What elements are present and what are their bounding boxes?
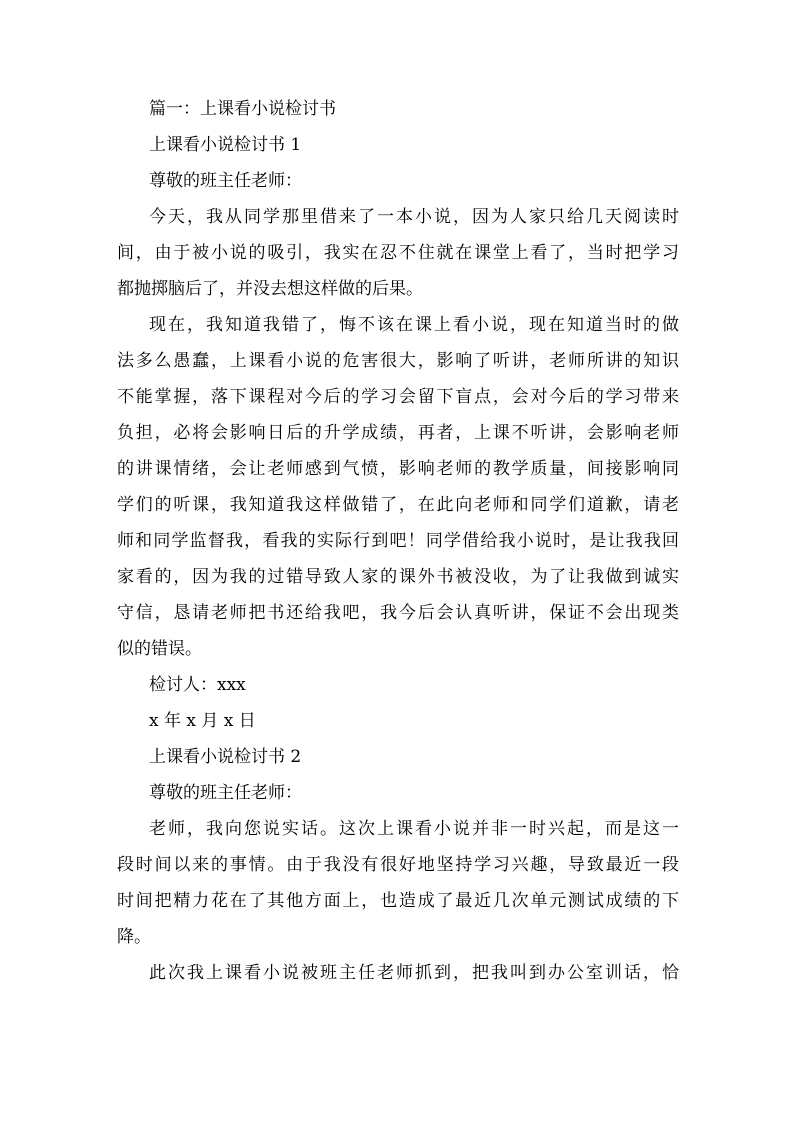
paragraph-line: 法多么愚蠢，上课看小说的危害很大，影响了听讲，老师所讲的知识 (117, 351, 679, 371)
paragraph-line: 学们的听课，我知道我这样做错了，在此向老师和同学们道歉，请老 (117, 495, 679, 515)
paragraph-line: 家看的，因为我的过错导致人家的课外书被没收，为了让我做到诚实 (117, 567, 679, 587)
letter-2-title: 上课看小说检讨书 2 (149, 747, 302, 767)
paragraph-line: 时间把精力花在了其他方面上，也造成了最近几次单元测试成绩的下 (117, 891, 679, 911)
document-heading: 篇一：上课看小说检讨书 (149, 99, 336, 119)
paragraph-line: 此次我上课看小说被班主任老师抓到，把我叫到办公室训话，恰 (149, 963, 679, 983)
paragraph-line: 守信，恳请老师把书还给我吧，我今后会认真听讲，保证不会出现类 (117, 603, 679, 623)
paragraph-line: 都抛掷脑后了，并没去想这样做的后果。 (117, 279, 423, 299)
letter-1-salutation: 尊敬的班主任老师： (149, 171, 302, 191)
paragraph-line: 降。 (117, 927, 151, 947)
letter-2-paragraph-2 (117, 955, 679, 991)
document-page (117, 91, 679, 991)
paragraph-line: 段时间以来的事情。由于我没有很好地坚持学习兴趣，导致最近一段 (117, 855, 679, 875)
letter-2-paragraph-1 (117, 811, 679, 955)
paragraph-line: 今天，我从同学那里借来了一本小说，因为人家只给几天阅读时 (149, 207, 679, 227)
paragraph-line: 师和同学监督我，看我的实际行到吧！同学借给我小说时，是让我我回 (117, 531, 679, 551)
paragraph-line: 似的错误。 (117, 639, 202, 659)
letter-2-salutation: 尊敬的班主任老师： (149, 783, 302, 803)
paragraph-line: 间，由于被小说的吸引，我实在忍不住就在课堂上看了，当时把学习 (117, 243, 679, 263)
paragraph-line: 的讲课情绪，会让老师感到气愤，影响老师的教学质量，间接影响同 (117, 459, 679, 479)
paragraph-line: 老师，我向您说实话。这次上课看小说并非一时兴起，而是这一 (149, 819, 679, 839)
letter-1-title: 上课看小说检讨书 1 (149, 135, 302, 155)
paragraph-line: 负担，必将会影响日后的升学成绩，再者，上课不听讲，会影响老师 (117, 423, 679, 443)
paragraph-line: 现在，我知道我错了，悔不该在课上看小说，现在知道当时的做 (149, 315, 679, 335)
letter-1-paragraph-1 (117, 199, 679, 307)
letter-1-signer: 检讨人：xxx (149, 675, 246, 695)
paragraph-line: 不能掌握，落下课程对今后的学习会留下盲点，会对今后的学习带来 (117, 387, 679, 407)
letter-1-date: x 年 x 月 x 日 (149, 711, 256, 731)
letter-1-paragraph-2 (117, 307, 679, 667)
